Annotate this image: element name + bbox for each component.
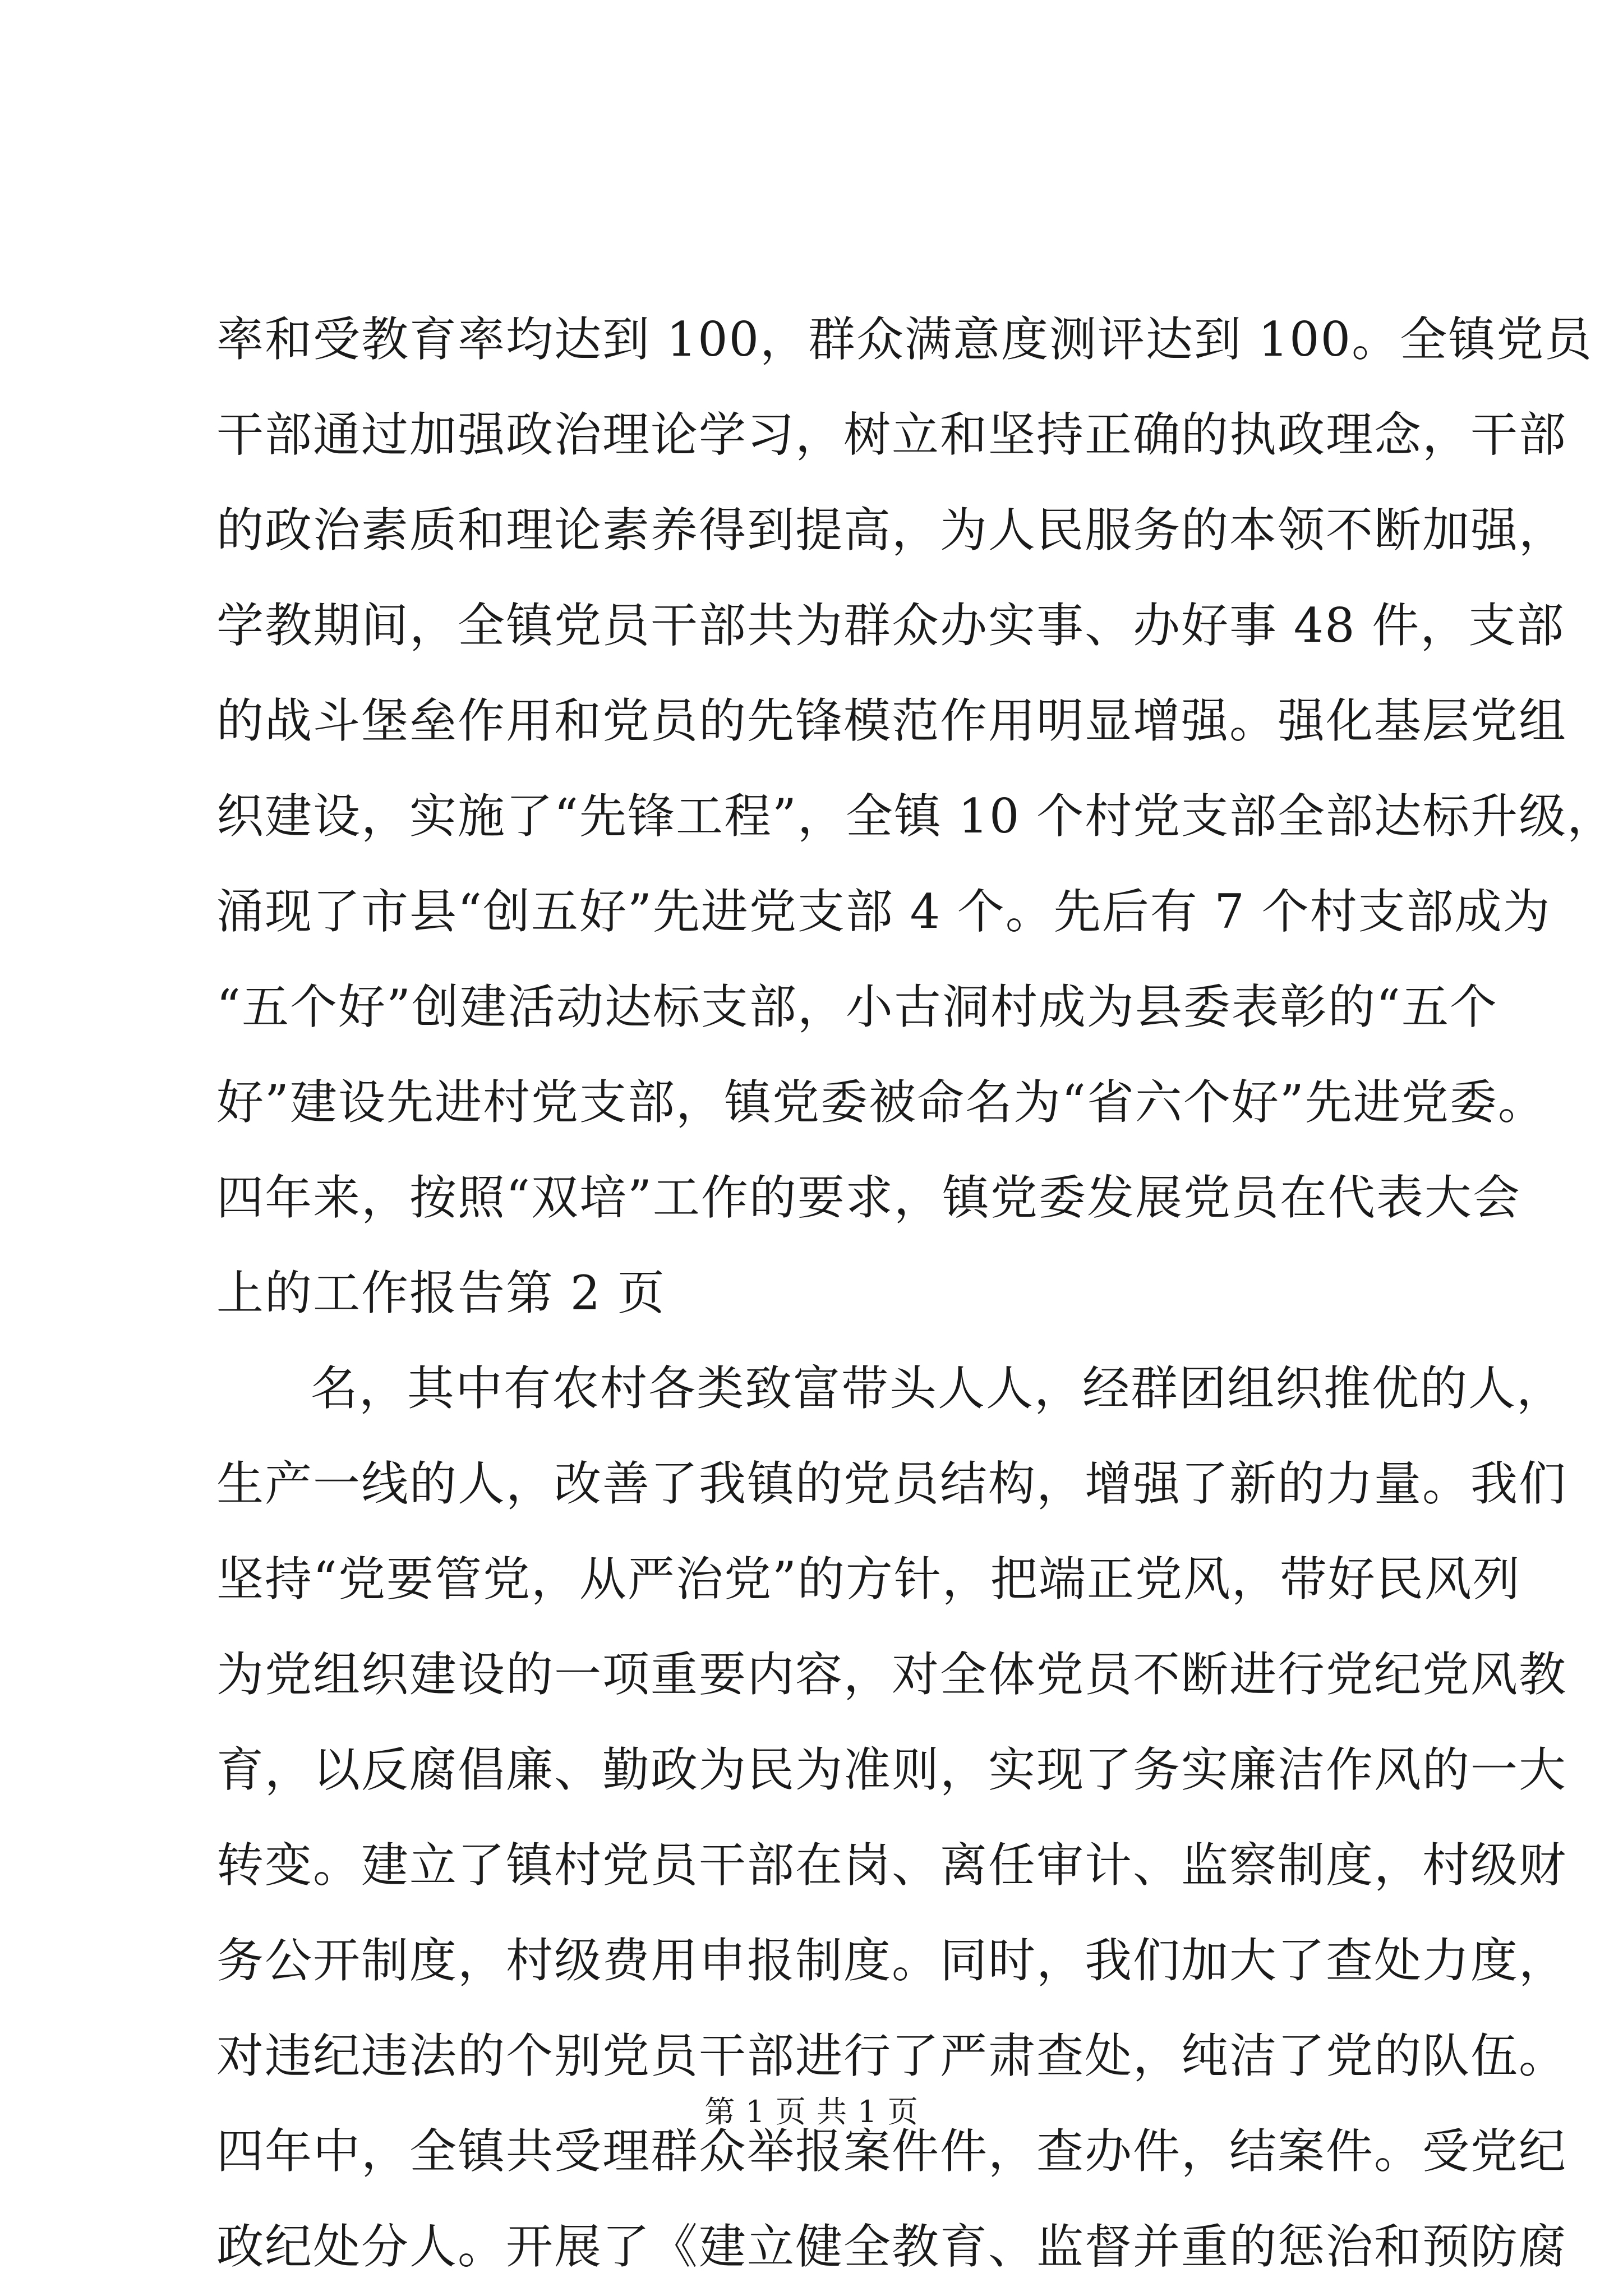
text-line: 干部通过加强政治理论学习，树立和坚持正确的执政理念，干部 <box>216 407 1567 462</box>
text-line: 织建设，实施了“先锋工程”，全镇 10 个村党支部全部达标升级， <box>216 789 1616 844</box>
text-line: 的战斗堡垒作用和党员的先锋模范作用明显增强。强化基层党组 <box>216 693 1567 748</box>
text-line: 转变。建立了镇村党员干部在岗、离任审计、监察制度，村级财 <box>216 1838 1567 1893</box>
text-line: 对违纪违法的个别党员干部进行了严肃查处，纯洁了党的队伍。 <box>216 2028 1567 2083</box>
text-line: 政纪处分人。开展了《建立健全教育、监督并重的惩治和预防腐 <box>216 2219 1567 2274</box>
text-line: 四年中，全镇共受理群众举报案件件，查办件，结案件。受党纪 <box>216 2124 1567 2179</box>
text-line: 学教期间，全镇党员干部共为群众办实事、办好事 48 件，支部 <box>216 598 1565 653</box>
text-line: 生产一线的人，改善了我镇的党员结构，增强了新的力量。我们 <box>216 1456 1567 1511</box>
text-line: 上的工作报告第 2 页 <box>216 1266 666 1320</box>
text-line: 好”建设先进村党支部，镇党委被命名为“省六个好”先进党委。 <box>216 1075 1546 1130</box>
text-line: 的政治素质和理论素养得到提高，为人民服务的本领不断加强， <box>216 503 1567 558</box>
page-footer: 第 1 页 共 1 页 <box>704 2094 919 2129</box>
text-line: 育，以反腐倡廉、勤政为民为准则，实现了务实廉洁作风的一大 <box>216 1742 1567 1797</box>
text-line: 为党组织建设的一项重要内容，对全体党员不断进行党纪党风教 <box>216 1647 1567 1702</box>
document-body <box>216 292 1616 2294</box>
text-line: 坚持“党要管党，从严治党”的方针，把端正党风，带好民风列 <box>216 1552 1521 1607</box>
text-line: 四年来，按照“双培”工作的要求，镇党委发展党员在代表大会 <box>216 1170 1521 1225</box>
text-line: “五个好”创建活动达标支部，小古洞村成为县委表彰的“五个 <box>216 979 1498 1034</box>
text-line: 涌现了市县“创五好”先进党支部 4 个。先后有 7 个村支部成为 <box>216 884 1551 939</box>
text-line: 名，其中有农村各类致富带头人人，经群团组织推优的人， <box>311 1361 1565 1416</box>
text-line: 务公开制度，村级费用申报制度。同时，我们加大了查处力度， <box>216 1933 1567 1988</box>
text-line: 率和受教育率均达到 100，群众满意度测评达到 100。全镇党员 <box>216 312 1593 367</box>
